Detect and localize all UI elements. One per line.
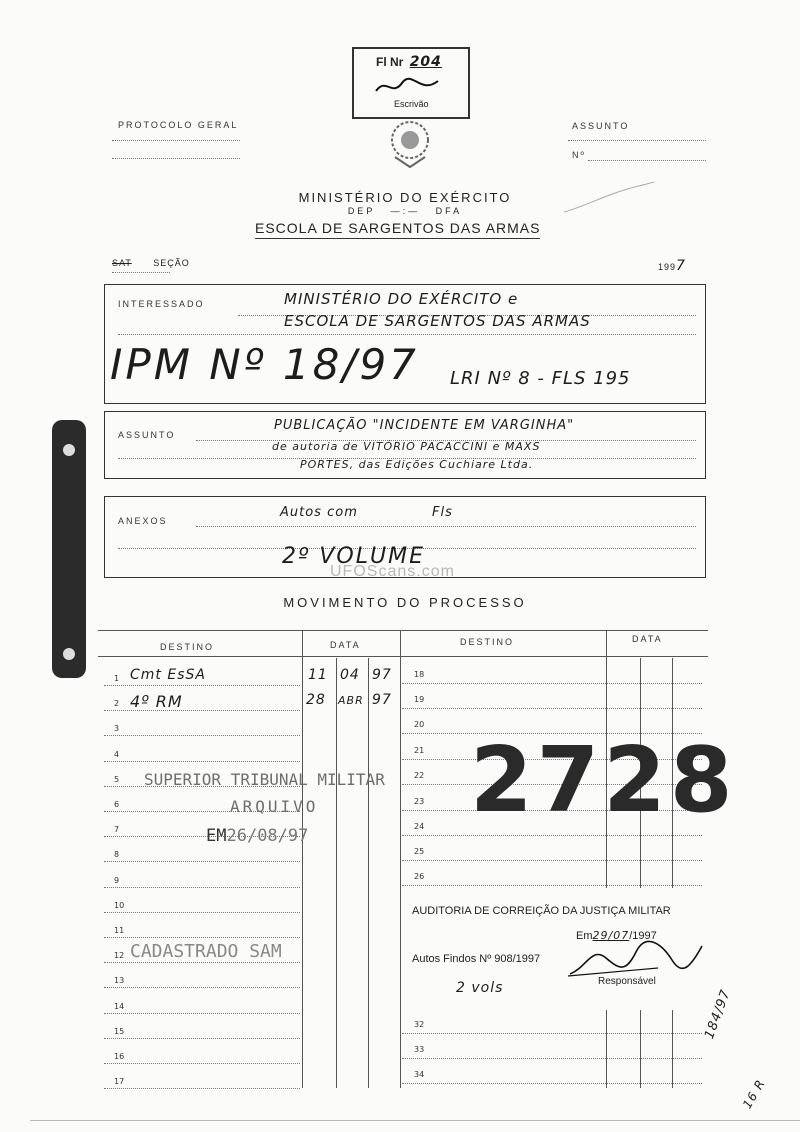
stm-stamp-line1: SUPERIOR TRIBUNAL MILITAR xyxy=(144,770,385,789)
data-header-right: DATA xyxy=(632,634,663,644)
movimento-title: MOVIMENTO DO PROCESSO xyxy=(283,595,527,610)
row-number-right: 22 xyxy=(414,771,425,780)
autos-vols: 2 vols xyxy=(456,980,504,996)
assunto-header-label: ASSUNTO xyxy=(572,121,630,131)
responsavel-label: Responsável xyxy=(598,976,656,987)
row-line xyxy=(104,1088,300,1089)
assunto-line2: de autoria de VITÓRIO PACACCINI e MAXS xyxy=(272,440,541,453)
row-number-right: 18 xyxy=(414,670,425,679)
row-line xyxy=(104,987,300,988)
auditoria-year: /1997 xyxy=(629,930,657,942)
entry-1-year: 97 xyxy=(372,667,392,683)
anexos-label: ANEXOS xyxy=(118,516,168,526)
autos-findos: Autos Findos Nº 908/1997 xyxy=(412,953,541,965)
row-line xyxy=(104,1038,300,1039)
assunto-line3: PORTES, das Edições Cuchiare Ltda. xyxy=(300,458,534,471)
year-hand: 7 xyxy=(676,258,686,274)
auditoria-em: Em xyxy=(576,930,593,942)
row-number-right: 25 xyxy=(414,847,425,856)
row-number-left: 6 xyxy=(114,800,120,809)
row-number-right: 33 xyxy=(414,1045,425,1054)
row-line xyxy=(104,962,300,963)
auditoria-date: 29/07 xyxy=(592,929,630,942)
entry-1-destino: Cmt EsSA xyxy=(130,667,206,683)
margin-note-line1: 184/97 xyxy=(702,987,734,1042)
dep-dfa-line: DEP —:— DFA xyxy=(347,206,463,216)
folio-number: 204 xyxy=(409,54,442,70)
folio-role: Escrivão xyxy=(394,99,429,109)
row-line xyxy=(104,1063,300,1064)
row-line xyxy=(104,861,300,862)
row-line xyxy=(104,887,300,888)
entry-2-year: 97 xyxy=(372,692,392,708)
row-number-left: 14 xyxy=(114,1001,125,1011)
row-line xyxy=(402,885,702,886)
row-number-left: 7 xyxy=(114,825,120,835)
row-line xyxy=(402,1033,702,1034)
row-line xyxy=(402,1058,702,1059)
protocolo-label: PROTOCOLO GERAL xyxy=(118,120,239,130)
row-number-left: 17 xyxy=(114,1077,125,1087)
ipm-number: IPM Nº 18/97 xyxy=(110,340,419,389)
folio-signature xyxy=(372,75,442,95)
ministry-title: MINISTÉRIO DO EXÉRCITO xyxy=(298,190,512,205)
row-number-left: 8 xyxy=(114,850,120,860)
row-number-left: 10 xyxy=(114,900,125,910)
row-line xyxy=(104,761,300,762)
row-number-left: 16 xyxy=(114,1052,125,1061)
entry-2-destino: 4º RM xyxy=(130,692,183,711)
folio-label: Fl Nr xyxy=(376,55,404,69)
assunto-label: ASSUNTO xyxy=(118,430,176,440)
data-header-left: DATA xyxy=(330,640,361,650)
interessado-label: INTERESSADO xyxy=(118,299,205,309)
destino-header-left: DESTINO xyxy=(160,642,215,652)
school-title: ESCOLA DE SARGENTOS DAS ARMAS xyxy=(255,220,540,239)
row-line xyxy=(402,683,702,684)
assunto-line1: PUBLICAÇÃO "INCIDENTE EM VARGINHA" xyxy=(274,418,575,433)
row-line xyxy=(104,1013,300,1014)
anexos-autos: Autos com xyxy=(280,505,358,520)
destino-header-right: DESTINO xyxy=(460,637,515,647)
margin-note-line2: 16 R xyxy=(740,1076,768,1111)
secao-label: SEÇÃO xyxy=(153,258,190,268)
stm-stamp-date: 26/08/97 xyxy=(226,826,309,846)
ipm-note: LRI Nº 8 - FLS 195 xyxy=(450,368,631,389)
cadastrado-stamp: CADASTRADO SAM xyxy=(130,941,282,962)
entry-1-day: 11 xyxy=(308,667,328,683)
year-printed: 199 xyxy=(658,262,677,272)
numero-label: Nº xyxy=(572,150,586,160)
secao-prefix: SAT xyxy=(112,258,132,268)
row-number-left: 12 xyxy=(114,951,125,961)
binder-clip xyxy=(52,420,86,678)
row-number-left: 15 xyxy=(114,1026,125,1036)
entry-2-month: ABR xyxy=(338,694,364,707)
row-number-right: 34 xyxy=(414,1070,425,1079)
row-line xyxy=(402,835,702,836)
watermark: UFOScans.com xyxy=(330,563,455,580)
row-number-left: 2 xyxy=(114,699,120,709)
row-number-right: 19 xyxy=(414,695,425,704)
row-number-right: 24 xyxy=(414,822,425,831)
row-number-right: 20 xyxy=(414,720,425,729)
side-scribble xyxy=(560,178,660,223)
row-number-right: 26 xyxy=(414,872,425,881)
row-number-left: 4 xyxy=(114,749,120,759)
row-number-left: 13 xyxy=(114,976,125,986)
auditoria-title: AUDITORIA DE CORREIÇÃO DA JUSTIÇA MILITAR xyxy=(412,905,671,917)
row-line xyxy=(104,735,300,736)
row-number-left: 11 xyxy=(114,926,125,935)
row-number-left: 9 xyxy=(114,875,120,885)
row-number-right: 21 xyxy=(414,746,425,755)
coat-of-arms-icon xyxy=(385,115,435,171)
row-line xyxy=(104,685,300,686)
row-line xyxy=(104,937,300,938)
anexos-volume: 2º VOLUME xyxy=(282,544,425,569)
row-number-left: 1 xyxy=(114,674,120,683)
row-number-left: 3 xyxy=(114,724,120,734)
row-line xyxy=(402,860,702,861)
big-stamp-number: 2728 xyxy=(470,728,737,833)
stm-stamp-em: EM xyxy=(206,826,227,846)
row-number-right: 23 xyxy=(414,797,425,806)
entry-1-month: 04 xyxy=(340,667,360,683)
row-line xyxy=(402,1083,702,1084)
interessado-line2: ESCOLA DE SARGENTOS DAS ARMAS xyxy=(284,312,591,330)
row-line xyxy=(402,708,702,709)
row-number-right: 32 xyxy=(414,1020,425,1029)
entry-2-day: 28 xyxy=(306,692,326,708)
anexos-fls: Fls xyxy=(432,505,453,520)
stm-stamp-line2: ARQUIVO xyxy=(230,797,319,816)
interessado-line1: MINISTÉRIO DO EXÉRCITO e xyxy=(284,290,519,308)
row-number-left: 5 xyxy=(114,774,120,784)
row-line xyxy=(104,912,300,913)
folio-stamp xyxy=(352,47,470,119)
